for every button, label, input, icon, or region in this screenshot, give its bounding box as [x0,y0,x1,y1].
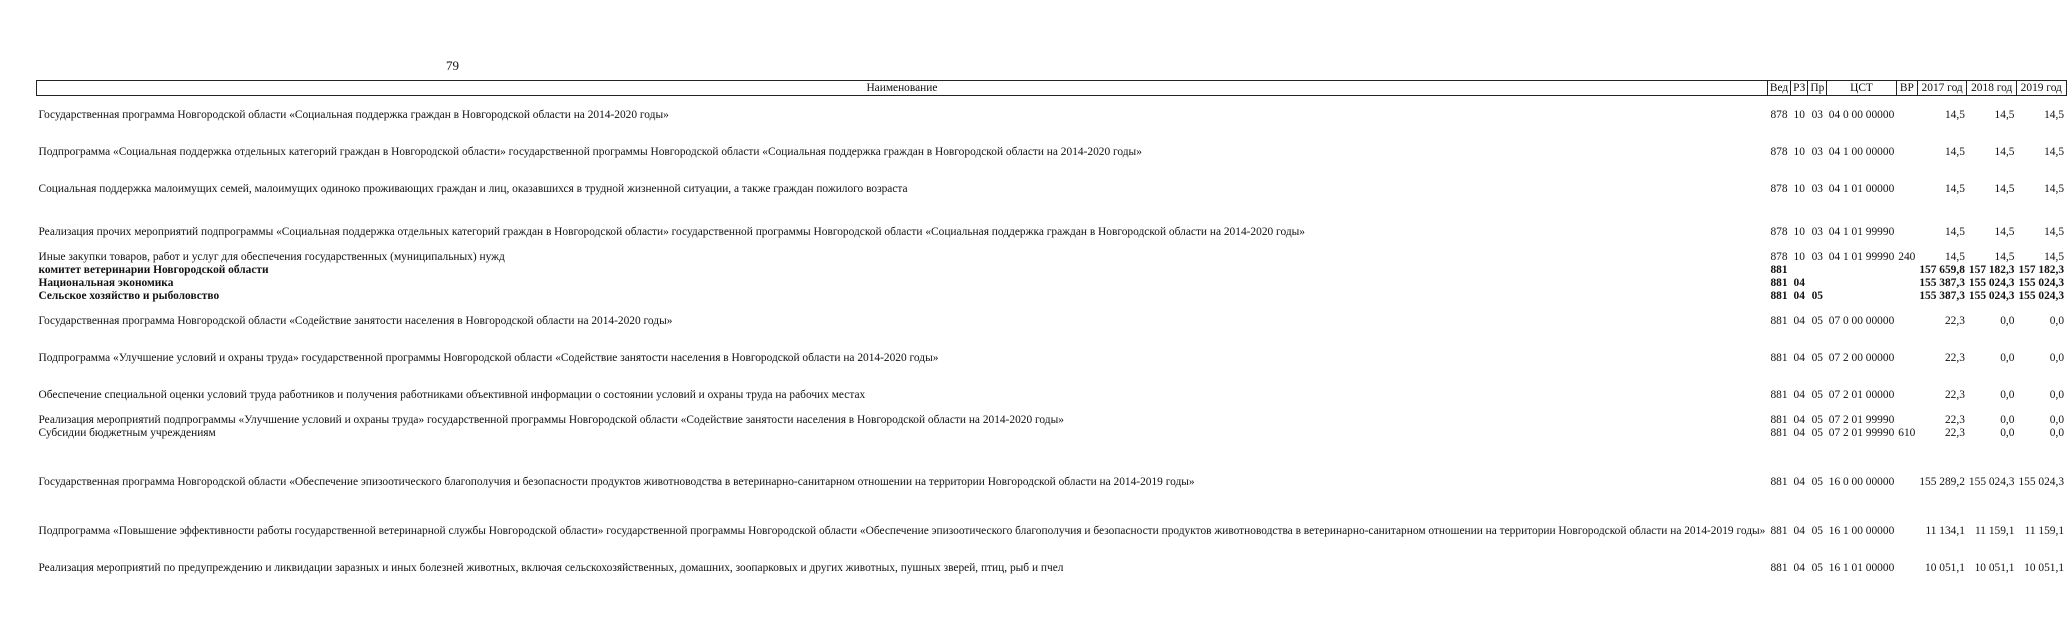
row-2019: 0,0 [2049,426,2065,439]
row-cst: 04 1 01 99990 [1828,250,1895,263]
table-body [37,96,2067,574]
row-cst: 07 2 01 99990 [1828,426,1895,439]
row-vr: 610 [1898,426,1916,439]
row-pr: 05 [1811,388,1823,401]
row-2019: 14,5 [2044,145,2065,158]
row-ved: 881 [1770,413,1788,426]
row-ved: 878 [1770,250,1788,263]
row-cst: 07 0 00 00000 [1828,314,1895,327]
row-pr: 03 [1811,145,1823,158]
row-ved: 881 [1770,475,1788,488]
row-ved: 881 [1770,524,1788,537]
row-2018: 14,5 [1994,145,2015,158]
row-2017: 155 289,2 [1919,475,1965,488]
row-2017: 14,5 [1944,250,1965,263]
row-2017: 14,5 [1944,225,1965,238]
row-2019: 14,5 [2044,182,2065,195]
row-rz: 10 [1793,182,1805,195]
row-2017: 155 387,3 [1919,289,1965,302]
table-row [37,364,2067,401]
row-pr: 05 [1811,351,1823,364]
table-row [37,276,2067,289]
table-row [37,121,2067,158]
row-rz: 04 [1793,289,1805,302]
row-pr: 05 [1811,524,1823,537]
budget-table [36,80,2067,574]
row-rz [1791,263,1808,276]
table-row [37,327,2067,364]
row-2018: 14,5 [1994,225,2015,238]
row-vr [1896,289,1917,302]
row-2019: 155 024,3 [2018,276,2065,289]
row-cst: 04 1 01 99990 [1828,225,1895,238]
row-vr [1896,439,1917,488]
row-name: Иные закупки товаров, работ и услуг для обеспечения государственных (муниципальных) нужд [38,250,505,263]
row-2018: 0,0 [2000,388,2015,401]
header-2018: 2018 год [1967,81,2017,96]
row-2017: 14,5 [1944,182,1965,195]
row-2018: 14,5 [1994,250,2015,263]
row-2017: 22,3 [1944,426,1965,439]
row-cst [1827,263,1897,276]
row-vr [1896,263,1917,276]
table-row [37,289,2067,302]
row-ved: 881 [1770,276,1788,289]
row-ved: 881 [1770,561,1788,574]
header-2017: 2017 год [1917,81,1967,96]
row-2017: 14,5 [1944,145,1965,158]
row-cst: 16 0 00 00000 [1828,475,1895,488]
header-name: Наименование [37,81,1768,96]
row-cst: 04 1 01 00000 [1828,182,1895,195]
row-cst: 16 1 01 00000 [1828,561,1895,574]
row-rz: 04 [1793,388,1805,401]
row-2019: 14,5 [2044,225,2065,238]
table-row [37,238,2067,263]
row-2019: 157 182,3 [2018,263,2065,276]
row-vr [1896,276,1917,289]
header-ved: Вед [1767,81,1790,96]
row-pr [1808,263,1827,276]
row-2018: 10 051,1 [1974,561,2015,574]
row-2017: 10 051,1 [1925,561,1965,574]
row-name: Государственная программа Новгородской области «Содействие занятости населения в Новгородской области на 2014-2020 годы» [38,314,673,327]
row-rz: 04 [1793,351,1805,364]
row-name: Реализация прочих мероприятий подпрограммы «Социальная поддержка отдельных категорий граждан в Новгородской области» государственной программы Новгородской области «Социальная поддержка граждан в Новгородской области на 2014-2020 годы» [38,225,1305,238]
row-name: Подпрограмма «Повышение эффективности работы государственной ветеринарной службы Новгородской области» государственной программы Новгородской области «Обеспечение эпизоотического благополучия и безопасности продуктов животноводства в ветеринарно-санитарном отношении на территории Новгородской области на 2014-2019 годы» [38,524,1766,537]
row-2018: 14,5 [1994,108,2015,121]
row-name: Реализация мероприятий подпрограммы «Улучшение условий и охраны труда» государственной программы Новгородской области «Содействие занятости населения в Новгородской области на 2014-2020 годы» [38,413,1064,426]
row-rz: 10 [1793,250,1805,263]
row-ved: 878 [1770,182,1788,195]
row-2017: 155 387,3 [1919,276,1965,289]
row-vr [1896,364,1917,401]
row-2018: 157 182,3 [1968,263,2015,276]
row-rz: 04 [1793,413,1805,426]
row-ved: 878 [1770,145,1788,158]
row-2017: 11 134,1 [1925,524,1965,537]
row-pr: 05 [1811,426,1823,439]
row-vr [1896,537,1917,574]
row-pr: 05 [1811,289,1823,302]
row-name: Государственная программа Новгородской области «Обеспечение эпизоотического благополучия и безопасности продуктов животноводства в ветеринарно-санитарном отношении на территории Новгородской области на 2014-2019 годы» [38,475,1195,488]
row-2019: 0,0 [2049,351,2065,364]
row-cst: 16 1 00 00000 [1828,524,1895,537]
row-vr [1896,488,1917,537]
table-row [37,302,2067,327]
row-name: Социальная поддержка малоимущих семей, малоимущих одиноко проживающих граждан и лиц, оказавшихся в трудной жизненной ситуации, а также граждан пожилого возраста [38,182,908,195]
row-ved: 881 [1770,263,1788,276]
row-pr: 03 [1811,250,1823,263]
row-2019: 14,5 [2044,250,2065,263]
row-rz: 04 [1793,561,1805,574]
row-name: Субсидии бюджетным учреждениям [38,426,216,439]
row-name: Подпрограмма «Социальная поддержка отдельных категорий граждан в Новгородской области» государственной программы Новгородской области «Социальная поддержка граждан в Новгородской области на 2014-2020 годы» [38,145,1142,158]
row-ved: 881 [1770,388,1788,401]
row-2018: 0,0 [2000,351,2015,364]
row-cst [1827,276,1897,289]
row-2019: 155 024,3 [2018,289,2065,302]
header-vr: ВР [1896,81,1917,96]
row-vr [1896,195,1917,238]
row-cst: 04 0 00 00000 [1828,108,1895,121]
row-vr [1896,401,1917,426]
row-2018: 11 159,1 [1975,524,2015,537]
row-name: Сельское хозяйство и рыболовство [38,289,220,302]
table-row [37,158,2067,195]
row-vr [1896,302,1917,327]
row-pr: 05 [1811,413,1823,426]
row-2019: 10 051,1 [2024,561,2065,574]
row-pr: 05 [1811,561,1823,574]
header-cst: ЦСТ [1827,81,1897,96]
row-2017: 157 659,8 [1919,263,1965,276]
row-2019: 0,0 [2049,413,2065,426]
row-2018: 155 024,3 [1968,475,2015,488]
row-2017: 22,3 [1944,351,1965,364]
header-2019: 2019 год [2016,81,2066,96]
row-ved: 881 [1770,314,1788,327]
row-2018: 0,0 [2000,413,2015,426]
header-pr: Пр [1808,81,1827,96]
row-2019: 14,5 [2044,108,2065,121]
row-rz: 10 [1793,145,1805,158]
row-2018: 155 024,3 [1968,276,2015,289]
row-2018: 14,5 [1994,182,2015,195]
row-2017: 22,3 [1944,413,1965,426]
table-row [37,401,2067,426]
row-name: Реализация мероприятий по предупреждению и ликвидации заразных и иных болезней животных, включая сельскохозяйственных, домашних, зоопарковых и других животных, пушных зверей, птиц, рыб и пчел [38,561,1064,574]
row-pr: 03 [1811,182,1823,195]
row-2019: 11 159,1 [2024,524,2065,537]
row-cst: 07 2 01 00000 [1828,388,1895,401]
row-pr: 03 [1811,225,1823,238]
table-row [37,263,2067,276]
row-name: Национальная экономика [38,276,174,289]
row-2017: 22,3 [1944,388,1965,401]
row-name: Государственная программа Новгородской области «Социальная поддержка граждан в Новгородской области на 2014-2020 годы» [38,108,669,121]
table-row [37,439,2067,488]
row-pr: 05 [1811,314,1823,327]
row-ved: 881 [1770,351,1788,364]
row-name: Подпрограмма «Улучшение условий и охраны труда» государственной программы Новгородской области «Содействие занятости населения в Новгородской области на 2014-2020 годы» [38,351,939,364]
table-row [37,195,2067,238]
row-pr [1808,276,1827,289]
row-pr: 05 [1811,475,1823,488]
row-2019: 0,0 [2049,388,2065,401]
row-cst: 07 2 00 00000 [1828,351,1895,364]
row-vr [1896,158,1917,195]
row-rz: 04 [1793,314,1805,327]
page-number: 79 [446,58,459,73]
row-rz: 04 [1793,524,1805,537]
row-2019: 0,0 [2049,314,2065,327]
header-rz: РЗ [1791,81,1808,96]
row-2017: 14,5 [1944,108,1965,121]
row-ved: 878 [1770,108,1788,121]
row-rz: 04 [1793,426,1805,439]
row-name: комитет ветеринарии Новгородской области [38,263,269,276]
row-rz: 10 [1793,225,1805,238]
row-ved: 881 [1770,289,1788,302]
row-ved: 878 [1770,225,1788,238]
row-ved: 881 [1770,426,1788,439]
table-header [37,81,2067,96]
row-cst [1827,289,1897,302]
row-rz: 04 [1793,475,1805,488]
row-name: Обеспечение специальной оценки условий труда работников и получения работниками объективной информации о состоянии условий и охраны труда на рабочих местах [38,388,866,401]
table-row [37,537,2067,574]
row-rz: 10 [1793,108,1805,121]
row-pr: 03 [1811,108,1823,121]
row-cst: 04 1 00 00000 [1828,145,1895,158]
row-2018: 155 024,3 [1968,289,2015,302]
row-2018: 0,0 [2000,426,2015,439]
row-vr [1896,96,1917,121]
table-row [37,426,2067,439]
row-2017: 22,3 [1944,314,1965,327]
row-cst: 07 2 01 99990 [1828,413,1895,426]
row-2019: 155 024,3 [2018,475,2065,488]
row-vr: 240 [1898,250,1916,263]
row-rz: 04 [1793,276,1805,289]
table-row [37,488,2067,537]
row-vr [1896,121,1917,158]
table-row [37,96,2067,121]
row-vr [1896,327,1917,364]
row-2018: 0,0 [2000,314,2015,327]
